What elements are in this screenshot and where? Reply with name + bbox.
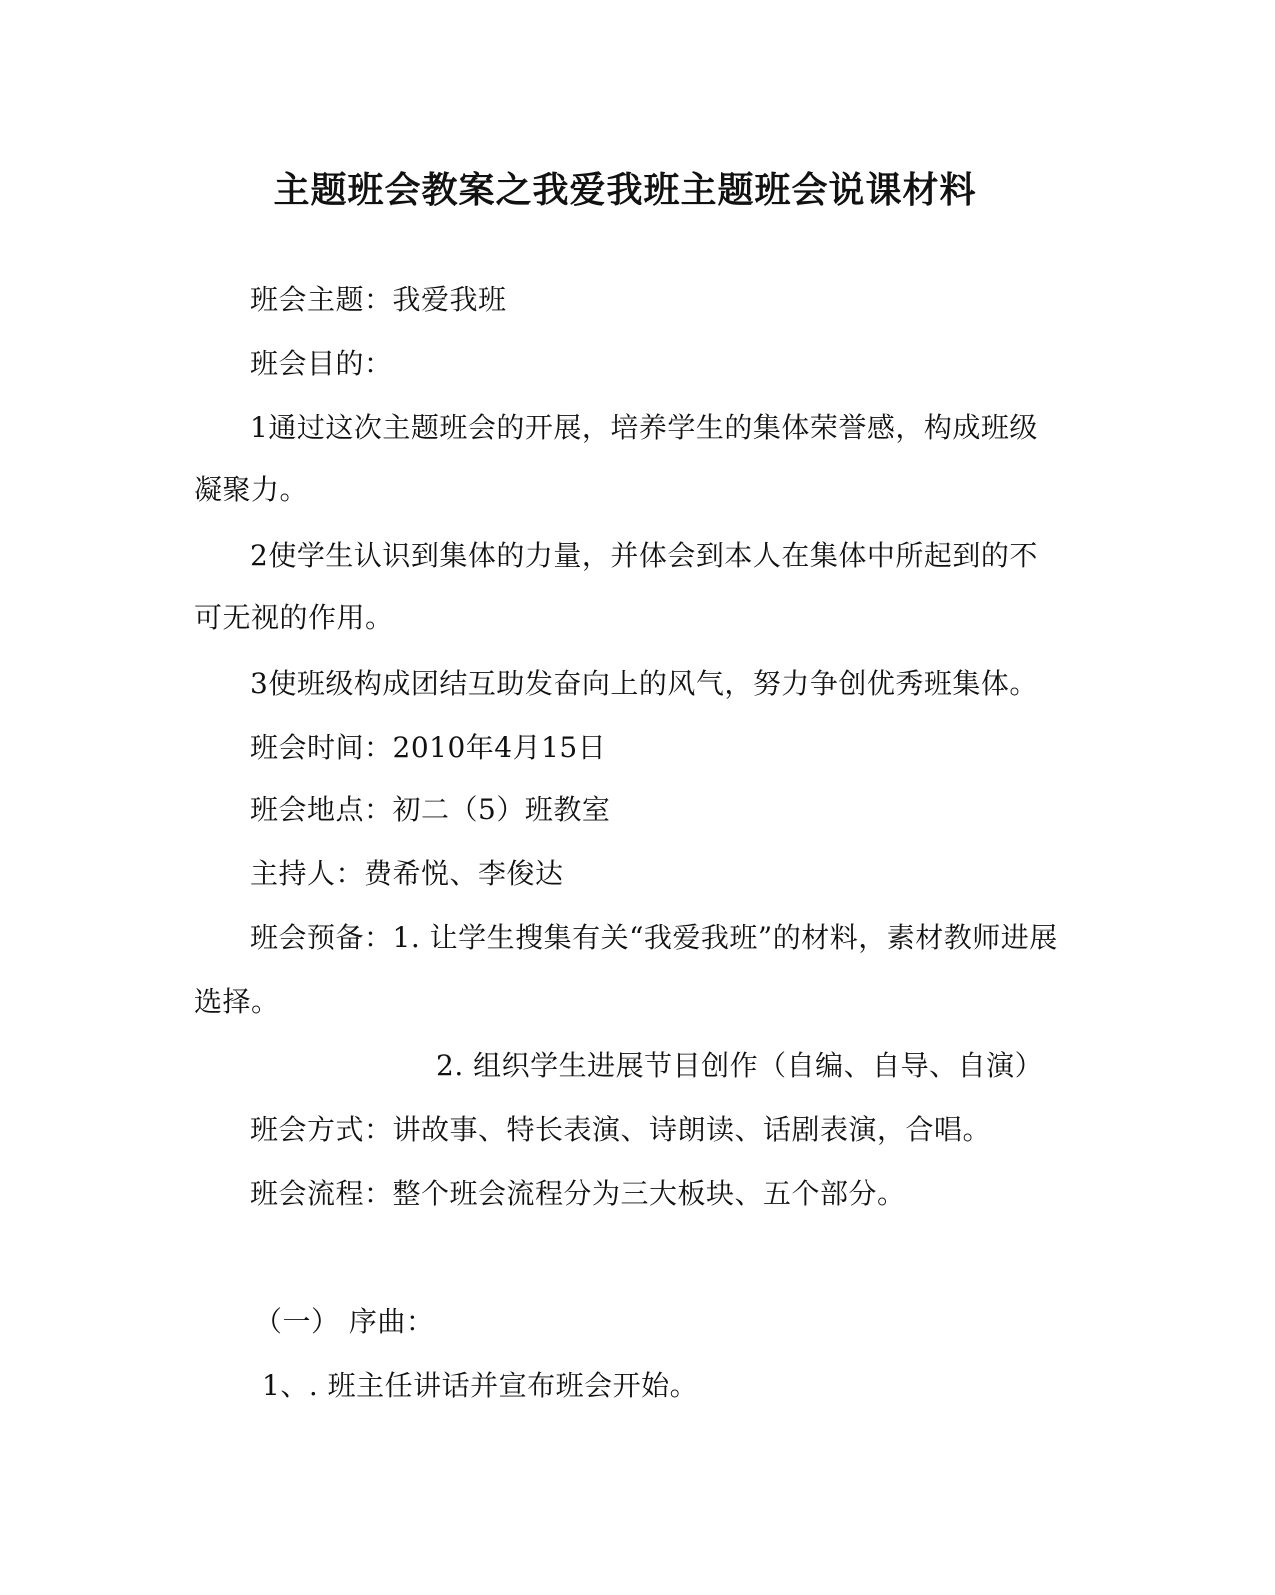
meeting-time: 班会时间：2010年4月15日 <box>250 731 607 764</box>
meeting-format: 班会方式：讲故事、特长表演、诗朗读、话剧表演，合唱。 <box>250 1113 992 1146</box>
meeting-process: 班会流程：整个班会流程分为三大板块、五个部分。 <box>250 1177 906 1210</box>
meeting-location: 班会地点：初二（5）班教室 <box>250 793 611 826</box>
document-title: 主题班会教案之我爱我班主题班会说课材料 <box>273 169 977 211</box>
preparation-item-2: 2. 组织学生进展节目创作（自编、自导、自演） <box>436 1049 1044 1082</box>
meeting-theme: 班会主题：我爱我班 <box>250 283 507 316</box>
section-prelude-heading: （一） 序曲： <box>254 1305 435 1338</box>
meeting-hosts: 主持人：费希悦、李俊达 <box>250 857 564 890</box>
purpose-item-2: 2使学生认识到集体的力量，并体会到本人在集体中所起到的不 <box>250 539 1038 572</box>
purpose-item-1-continued: 凝聚力。 <box>194 473 309 506</box>
prelude-item-1: 1、. 班主任讲话并宣布班会开始。 <box>262 1369 699 1402</box>
purpose-item-1: 1通过这次主题班会的开展，培养学生的集体荣誉感，构成班级 <box>250 411 1038 444</box>
purpose-item-2-continued: 可无视的作用。 <box>194 601 394 634</box>
meeting-preparation: 班会预备：1. 让学生搜集有关“我爱我班”的材料，素材教师进展 <box>250 921 1058 954</box>
meeting-preparation-continued: 选择。 <box>194 985 280 1018</box>
meeting-purpose-heading: 班会目的： <box>250 347 393 380</box>
purpose-item-3: 3使班级构成团结互助发奋向上的风气，努力争创优秀班集体。 <box>250 667 1038 700</box>
